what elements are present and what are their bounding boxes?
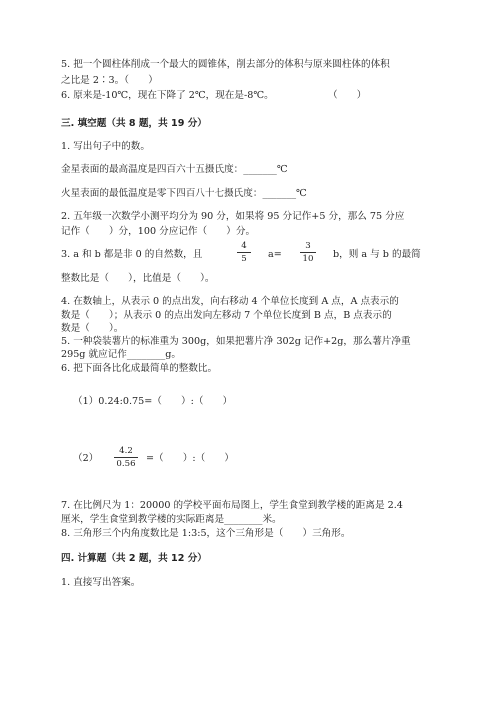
fill3-frac2-num: 3 [305,241,311,251]
fill7-line1: 7. 在比例尺为 1：20000 的学校平面布局图上，学生食堂到教学楼的距离是 2.4 [61,500,403,511]
q6-blank: （ ） [328,90,367,101]
fill6-item1: （1）0.24:0.75=（ ）:（ ） [73,396,233,407]
fill3-start: 3. a 和 b 都是非 0 的自然数，且 [61,249,203,260]
fill7-line2: 厘米，学生食堂到教学楼的实际距离是________米。 [61,514,282,525]
fill4-line2: 数是（ ）；从表示 0 的点出发向左移动 7 个单位长度到 B 点，B 点表示的 [61,310,392,321]
fill8-text: 8. 三角形三个内角度数比是 1:3:5，这个三角形是（ ）三角形。 [61,528,351,539]
fill1-prompt: 1. 写出句子中的数。 [61,141,150,152]
fill3-fraction-2 [300,241,316,264]
fill5-line1: 5. 一种袋装薯片的标准重为 300g，如果把薯片净 302g 记作+2g，那么薯片净重 [61,336,411,347]
fill6-item2-rest: =（ ）:（ ） [146,453,235,464]
fill2-line2: 记作（ ）分，100 分应记作（ ）分。 [61,226,256,237]
fill6-item2-den: 0.56 [116,459,136,469]
fill3-fraction-1 [237,241,251,264]
fill3-end: b，则 a 与 b 的最简 [333,249,421,260]
fill6-item2-fraction [114,446,138,469]
q6-text: 6. 原来是-10℃，现在下降了 2℃，现在是-8℃。 [61,90,274,101]
q5-line1: 5. 把一个圆柱体削成一个最大的圆锥体，削去部分的体积与原来圆柱体的体积 [61,59,390,70]
fill6-item2-num: 4.2 [119,446,133,456]
calc1-prompt: 1. 直接写出答案。 [61,577,141,588]
fill3-frac2-den: 10 [302,254,314,264]
fill6-item2-label: （2） [73,453,99,464]
fill1-mars: 火星表面的最低温度是零下四百八十七摄氏度：_______℃ [61,188,307,199]
fill1-venus: 金星表面的最高温度是四百六十五摄氏度：_______℃ [61,164,288,175]
fill6-prompt: 6. 把下面各比化成最简单的整数比。 [61,363,218,374]
fill2-line1: 2. 五年级一次数学小测平均分为 90 分，如果将 95 分记作+5 分，那么 75 分应 [61,211,405,222]
fill3-line2: 整数比是（ ），比值是（ ）。 [61,273,215,284]
fill3-frac1-den: 5 [241,254,247,264]
section4-title: 四. 计算题（共 2 题，共 12 分） [61,553,207,564]
fill5-line2: 295g 就应记作________g。 [61,349,181,360]
fill3-mid: a= [268,249,282,260]
fill3-frac1-num: 4 [241,241,247,251]
fill4-line1: 4. 在数轴上，从表示 0 的点出发，向右移动 4 个单位长度到 A 点，A 点表示的 [61,296,399,307]
q5-line2: 之比是 2∶3。（ ） [61,75,158,86]
section3-title: 三. 填空题（共 8 题，共 19 分） [61,118,207,129]
fill4-line3: 数是（ ）。 [61,323,124,334]
